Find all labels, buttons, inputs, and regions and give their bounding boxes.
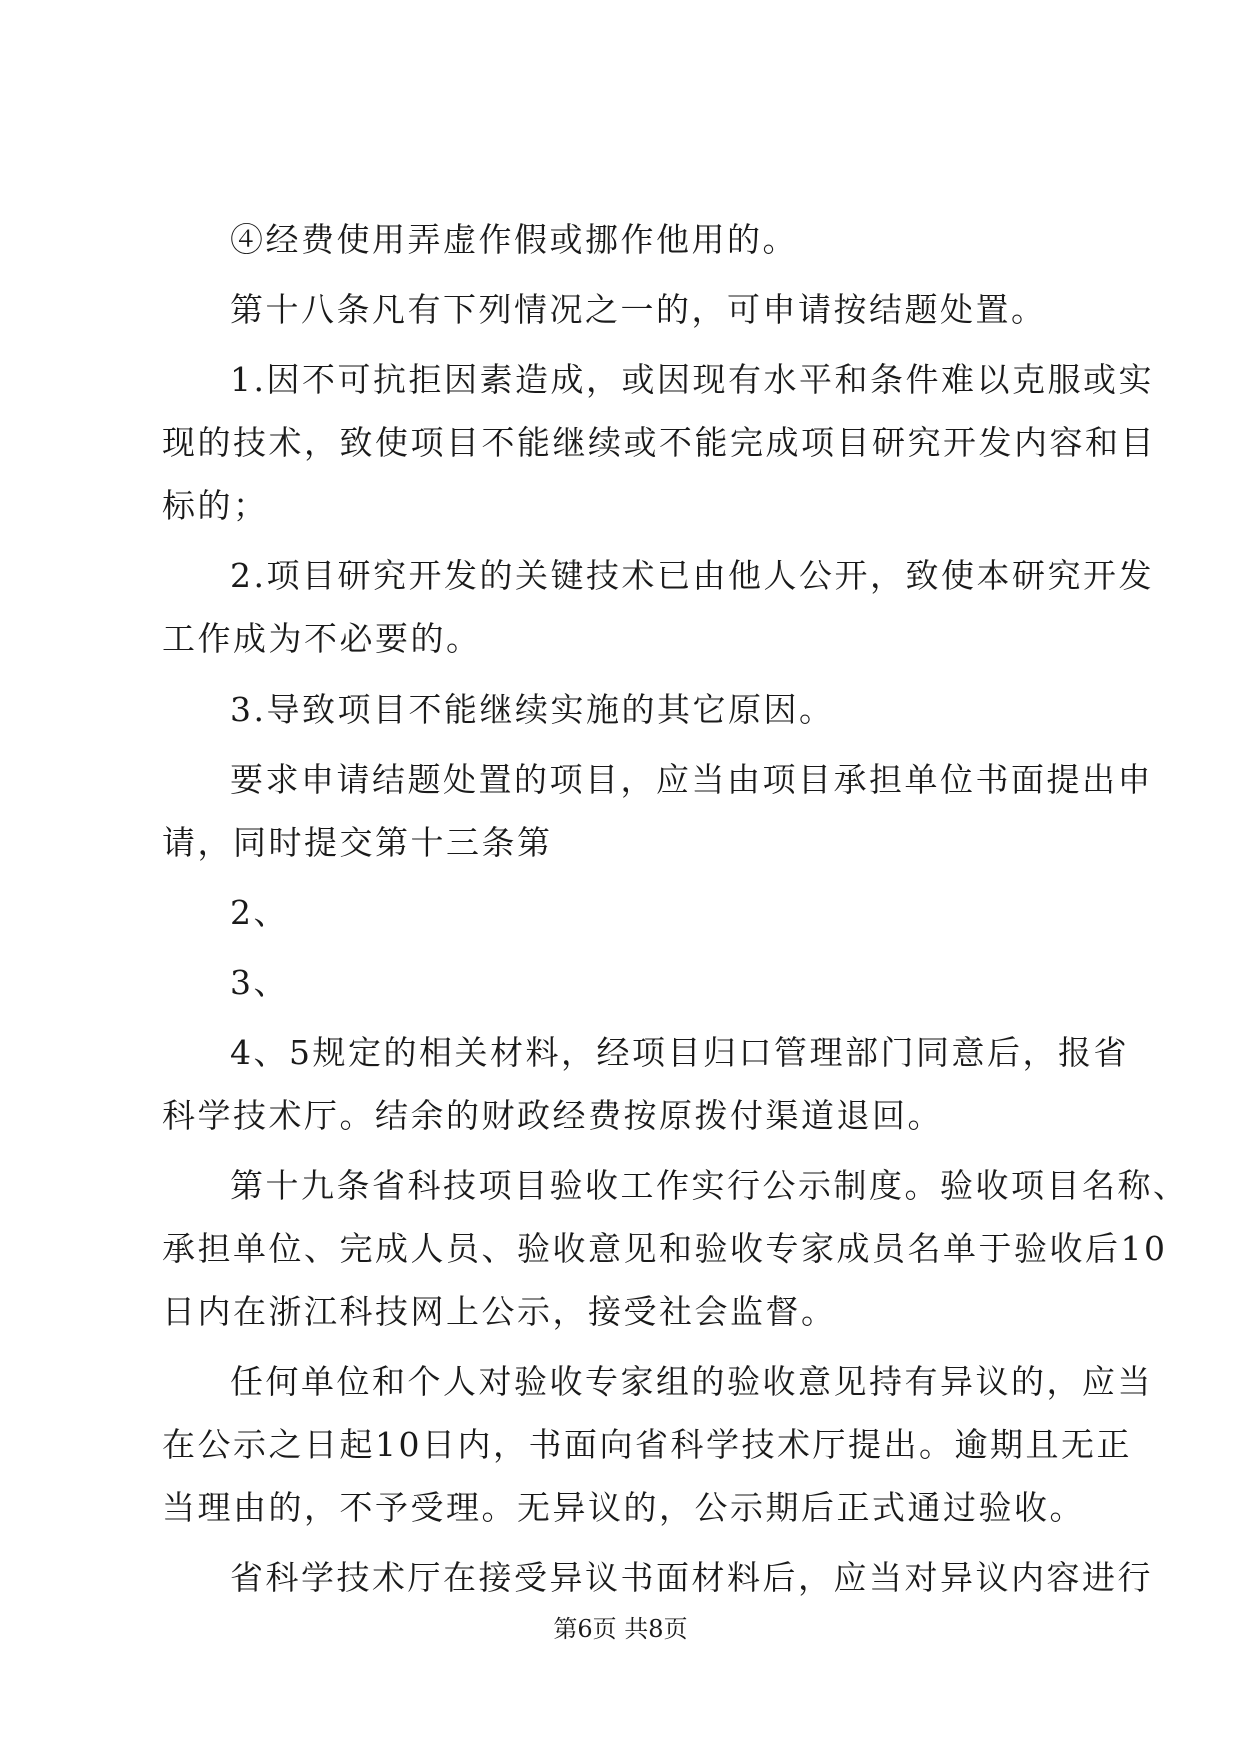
text-line: 第十九条省科技项目验收工作实行公示制度。验收项目名称、 [230,1166,1189,1205]
text-line: 在公示之日起10日内，书面向省科学技术厅提出。逾期且无正 [162,1425,1132,1464]
text-line: 科学技术厅。结余的财政经费按原拨付渠道退回。 [162,1096,943,1135]
text-line: 日内在浙江科技网上公示，接受社会监督。 [162,1292,837,1331]
text-line: 标的； [162,486,269,525]
text-line: 任何单位和个人对验收专家组的验收意见持有异议的，应当 [230,1362,1153,1401]
text-line: ④经费使用弄虚作假或挪作他用的。 [230,220,798,259]
text-line: 要求申请结题处置的项目，应当由项目承担单位书面提出申 [230,760,1153,799]
text-line: 2、 [230,893,289,932]
text-line: 3.导致项目不能继续实施的其它原因。 [230,690,835,729]
text-line: 工作成为不必要的。 [162,619,482,658]
text-line: 第十八条凡有下列情况之一的，可申请按结题处置。 [230,290,1047,329]
text-line: 现的技术，致使项目不能继续或不能完成项目研究开发内容和目 [162,423,1156,462]
text-line: 请，同时提交第十三条第 [162,823,553,862]
page-number-footer: 第6页 共8页 [553,1615,688,1643]
text-line: 3、 [230,963,289,1002]
text-line: 当理由的，不予受理。无异议的，公示期后正式通过验收。 [162,1488,1085,1527]
text-line: 1.因不可抗拒因素造成，或因现有水平和条件难以克服或实 [230,360,1154,399]
text-line: 2.项目研究开发的关键技术已由他人公开，致使本研究开发 [230,556,1154,595]
text-line: 省科学技术厅在接受异议书面材料后，应当对异议内容进行 [230,1558,1153,1597]
text-line: 4、5规定的相关材料，经项目归口管理部门同意后，报省 [230,1033,1129,1072]
text-line: 承担单位、完成人员、验收意见和验收专家成员名单于验收后10 [162,1229,1168,1268]
